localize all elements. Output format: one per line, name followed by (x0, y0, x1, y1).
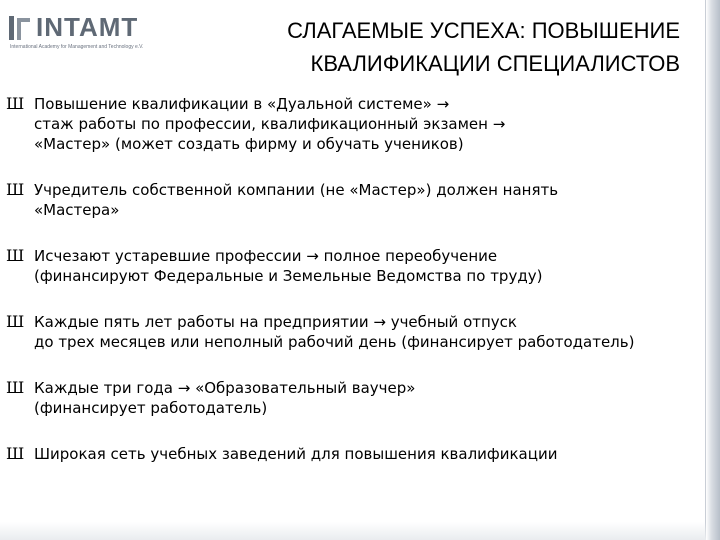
bullet-text-line: Каждые три года → «Образовательный ваучер» (34, 379, 416, 397)
bullet-marker: Ш (6, 246, 25, 265)
slide-title (287, 14, 680, 80)
bullet-list (6, 94, 696, 464)
bullet-item (6, 444, 696, 464)
bullet-marker: Ш (6, 444, 25, 463)
bullet-text-line: Учредитель собственной компании (не «Мастер») должен нанять (34, 181, 559, 199)
bullet-text-line: стаж работы по профессии, квалификационный экзамен → (34, 115, 506, 133)
logo-wordmark: INTAMT (36, 12, 139, 42)
logo-tagline: International Academy for Management and Technology e.V. (10, 44, 144, 50)
bullet-text-line: «Мастера» (34, 201, 120, 219)
bullet-text-line: (финансирует работодатель) (34, 399, 268, 417)
bullet-item (6, 378, 696, 418)
intamt-logo (8, 8, 168, 52)
bullet-item (6, 312, 696, 352)
intamt-logo-mark-icon (8, 14, 32, 42)
bullet-marker: Ш (6, 180, 25, 199)
title-line-2: КВАЛИФИКАЦИИ СПЕЦИАЛИСТОВ (310, 51, 680, 76)
bullet-marker: Ш (6, 378, 25, 397)
bullet-text-line: Повышение квалификации в «Дуальной системе» → (34, 95, 450, 113)
bullet-text-line: до трех месяцев или неполный рабочий день (финансирует работодатель) (34, 333, 635, 351)
bullet-text-line: Широкая сеть учебных заведений для повышения квалификации (34, 445, 558, 463)
bullet-item (6, 180, 696, 220)
bullet-text-line: (финансируют Федеральные и Земельные Ведомства по труду) (34, 267, 543, 285)
frame-bottom-fade (0, 522, 706, 540)
bullet-text-line: Каждые пять лет работы на предприятии → учебный отпуск (34, 313, 517, 331)
title-line-1: СЛАГАЕМЫЕ УСПЕХА: ПОВЫШЕНИЕ (287, 18, 680, 43)
bullet-marker: Ш (6, 312, 25, 331)
bullet-marker: Ш (6, 94, 25, 113)
bullet-item (6, 246, 696, 286)
bullet-text-line: Исчезают устаревшие профессии → полное переобучение (34, 247, 498, 265)
bullet-item (6, 94, 696, 154)
bullet-text-line: «Мастер» (может создать фирму и обучать учеников) (34, 135, 464, 153)
frame-shadow (706, 0, 720, 540)
